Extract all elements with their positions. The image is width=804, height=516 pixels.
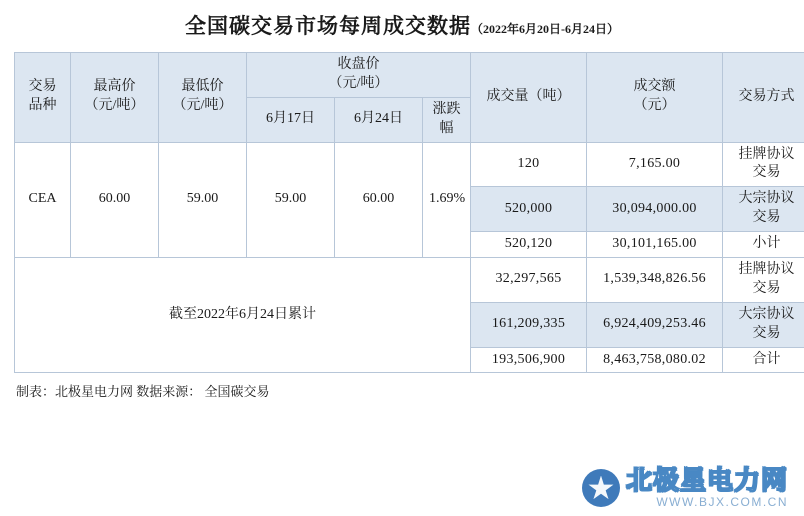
cell-volume: 161,209,335	[471, 302, 587, 347]
trade-mode-line1: 合计	[752, 351, 781, 367]
header-close-line2: （元/吨）	[328, 75, 389, 91]
title-main: 全国碳交易市场每周成交数据	[185, 14, 471, 38]
header-change-line2: 幅	[439, 120, 454, 136]
table-row	[15, 142, 804, 187]
cell-variety-cea: CEA	[15, 142, 71, 257]
watermark-url: WWW.BJX.COM.CN	[656, 495, 788, 509]
cell-trade-mode	[723, 232, 804, 258]
cell-volume: 120	[471, 142, 587, 187]
cell-trade-mode	[723, 347, 804, 373]
cell-turnover: 30,094,000.00	[587, 187, 723, 232]
cell-turnover: 6,924,409,253.46	[587, 302, 723, 347]
page-title	[14, 0, 790, 52]
table-body	[15, 142, 804, 373]
cell-volume: 520,000	[471, 187, 587, 232]
cell-change-rate: 1.69%	[423, 142, 471, 257]
header-change-line1: 涨跌	[432, 101, 461, 117]
cell-trade-mode	[723, 187, 804, 232]
header-high-line2: （元/吨）	[84, 98, 145, 114]
watermark	[582, 467, 788, 508]
cell-turnover: 8,463,758,080.02	[587, 347, 723, 373]
header-variety-line2: 品种	[28, 98, 57, 114]
star-icon	[582, 469, 620, 507]
trade-mode-line1: 大宗协议	[738, 191, 795, 207]
header-variety	[15, 53, 71, 143]
cell-volume: 520,120	[471, 232, 587, 258]
cell-turnover: 1,539,348,826.56	[587, 258, 723, 303]
carbon-trading-table	[14, 52, 804, 373]
trade-mode-line2: 交易	[752, 210, 781, 226]
header-volume-line1: 成交量（吨）	[486, 88, 571, 104]
header-close-date-prev: 6月17日	[247, 97, 335, 142]
header-turnover-line1: 成交额	[633, 79, 676, 95]
header-change-rate	[423, 97, 471, 142]
header-close-date-curr: 6月24日	[335, 97, 423, 142]
table-header	[15, 53, 804, 143]
trade-mode-line2: 交易	[752, 280, 781, 296]
table-row	[15, 258, 804, 303]
trade-mode-line1: 大宗协议	[738, 306, 795, 322]
cell-close-curr: 60.00	[335, 142, 423, 257]
header-turnover	[587, 53, 723, 143]
header-low-line2: （元/吨）	[172, 98, 233, 114]
header-variety-line1: 交易	[28, 79, 57, 95]
cell-turnover: 7,165.00	[587, 142, 723, 187]
cell-trade-mode	[723, 302, 804, 347]
cell-cumulative-label: 截至2022年6月24日累计	[15, 258, 471, 373]
cell-trade-mode	[723, 258, 804, 303]
trade-mode-line2: 交易	[752, 325, 781, 341]
header-low-line1: 最低价	[181, 79, 224, 95]
cell-volume: 32,297,565	[471, 258, 587, 303]
cell-volume: 193,506,900	[471, 347, 587, 373]
trade-mode-line1: 小计	[752, 236, 781, 252]
header-low-price	[159, 53, 247, 143]
cell-trade-mode	[723, 142, 804, 187]
trade-mode-line1: 挂牌协议	[738, 146, 795, 162]
header-turnover-line2: （元）	[633, 98, 676, 114]
trade-mode-line1: 挂牌协议	[738, 262, 795, 278]
header-close-line1: 收盘价	[337, 57, 380, 72]
header-row-1	[15, 53, 804, 98]
watermark-brand: 北极星电力网	[625, 465, 788, 495]
watermark-text	[626, 467, 788, 508]
header-close-price-group	[247, 53, 471, 98]
cell-low-price: 59.00	[159, 142, 247, 257]
header-high-line1: 最高价	[93, 79, 136, 95]
trade-mode-line2: 交易	[752, 165, 781, 181]
cell-close-prev: 59.00	[247, 142, 335, 257]
header-high-price	[71, 53, 159, 143]
cell-turnover: 30,101,165.00	[587, 232, 723, 258]
header-volume	[471, 53, 587, 143]
title-sub: （2022年6月20日-6月24日）	[471, 22, 619, 36]
header-trade-mode-label: 交易方式	[738, 88, 795, 104]
source-note: 制表：北极星电力网 数据来源： 全国碳交易	[16, 384, 270, 400]
cell-high-price: 60.00	[71, 142, 159, 257]
header-trade-mode	[723, 53, 804, 143]
